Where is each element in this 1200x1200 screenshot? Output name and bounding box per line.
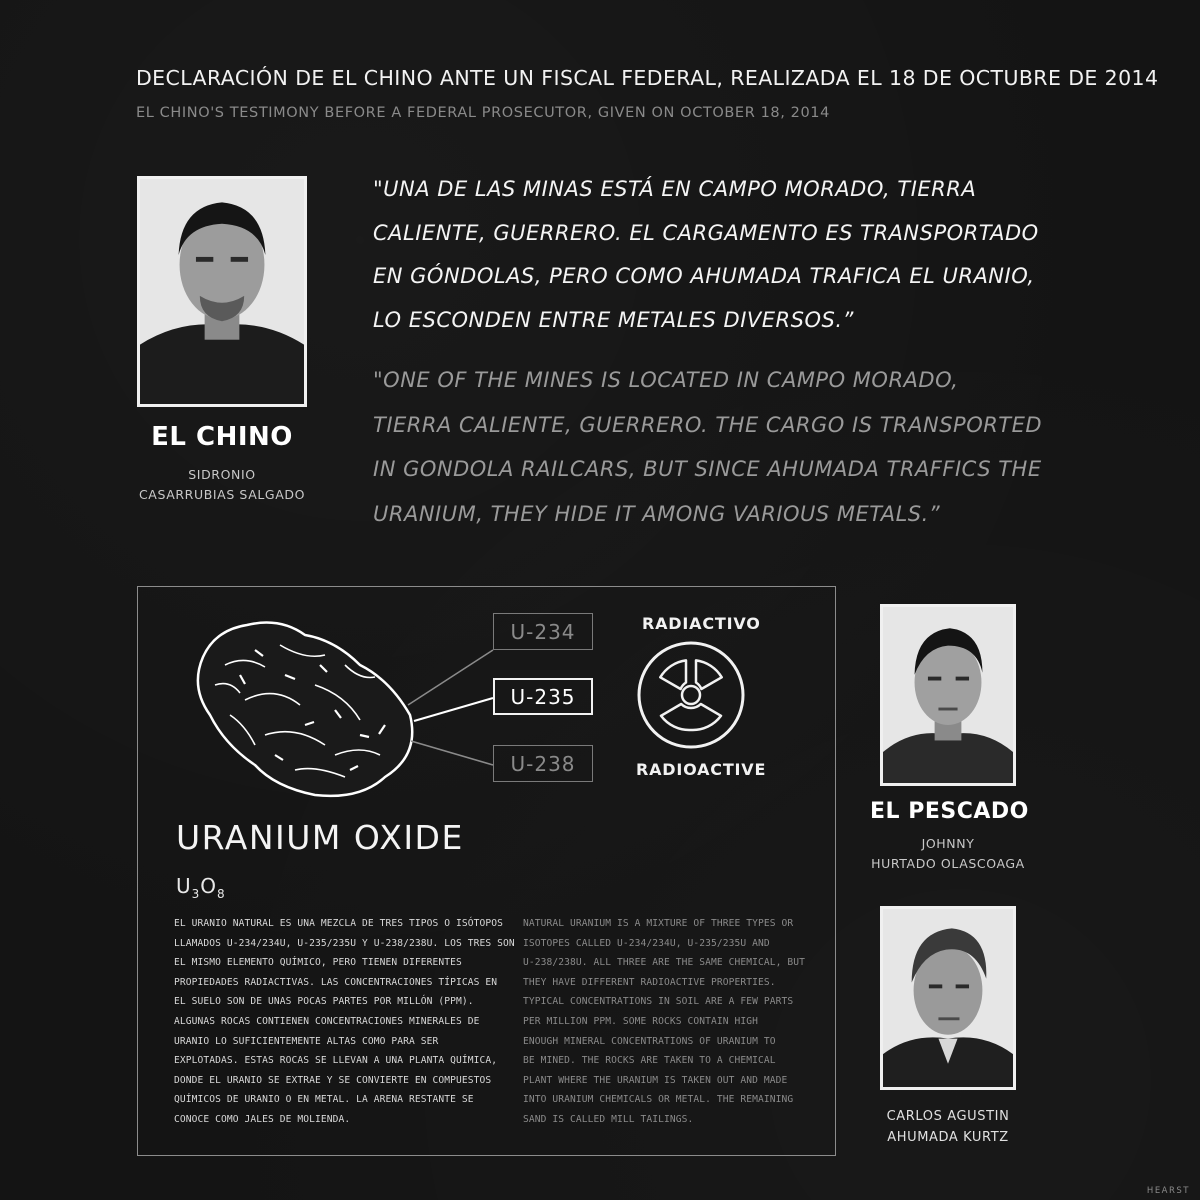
el-pescado-fullname: JOHNNY HURTADO OLASCOAGA — [871, 836, 1025, 871]
el-chino-portrait — [137, 176, 307, 407]
uranium-description-spanish: EL URANIO NATURAL ES UNA MEZCLA DE TRES TIPOS O ISÓTOPOS LLAMADOS U-234/234U, U-235/235U Y U-238/238U. LOS TRES SON EL MISMO ELEMENTO QUÍMICO, PERO TIENEN DIFERENTES PROPIEDADES RADIACTIVAS. LAS CONCENTRACIONES TÍPICAS EN EL SUELO SON DE UNAS POCAS PARTES POR MILLÓN (PPM). ALGUNAS ROCAS CONTIENEN CONCENTRACIONES MINERALES DE URANIO LO SUFICIENTEMENTE ALTAS COMO PARA SER EXPLOTADAS. ESTAS ROCAS SE LLEVAN A UNA PLANTA QUÍMICA, DONDE EL URANIO SE EXTRAE Y SE CONVIERTE EN COMPUESTOS QUÍMICOS DE URANIO O EN METAL. LA ARENA RESTANTE SE CONOCE COMO JALES DE MOLIENDA. — [174, 918, 515, 1125]
ahumada-fullname: CARLOS AGUSTIN AHUMADA KURTZ — [886, 1109, 1010, 1145]
radiactivo-label: RADIACTIVO — [642, 614, 761, 633]
hearst-logo: HEARST — [1146, 1186, 1190, 1196]
uranium-description-english: NATURAL URANIUM IS A MIXTURE OF THREE TYPES OR ISOTOPES CALLED U-234/234U, U-235/235U AND U-238/238U. ALL THREE ARE THE SAME CHEMICAL, BUT THEY HAVE DIFFERENT RADIOACTIVE PROPERTIES. TYPICAL CONCENTRATIONS IN SOIL ARE A FEW PARTS PER MILLION PPM. SOME ROCKS CONTAIN HIGH ENOUGH MINERAL CONCENTRATIONS OF URANIUM TO BE MINED. THE ROCKS ARE TAKEN TO A CHEMICAL PLANT WHERE THE URANIUM IS TAKEN OUT AND MADE INTO URANIUM CHEMICALS OR METAL. THE REMAINING SAND IS CALLED MILL TAILINGS. — [523, 918, 806, 1125]
chemical-formula: $U_3O_8$ — [176, 874, 226, 901]
isotope-u235: U-235 — [493, 678, 593, 715]
el-chino-fullname: SIDRONIO CASARRUBIAS SALGADO — [138, 467, 306, 502]
radiation-hazard-icon — [636, 640, 746, 750]
ahumada-portrait — [880, 906, 1016, 1090]
el-pescado-portrait — [880, 604, 1016, 786]
title-english: EL CHINO'S TESTIMONY BEFORE A FEDERAL PROSECUTOR, GIVEN ON OCTOBER 18, 2014 — [136, 105, 830, 121]
el-chino-alias: EL CHINO — [151, 422, 293, 452]
uranium-rock-illustration — [185, 605, 515, 805]
isotope-u238: U-238 — [493, 745, 593, 782]
title-spanish: DECLARACIÓN DE EL CHINO ANTE UN FISCAL FEDERAL, REALIZADA EL 18 DE OCTUBRE DE 2014 — [136, 66, 1159, 90]
quote-spanish: "UNA DE LAS MINAS ESTÁ EN CAMPO MORADO, TIERRA CALIENTE, GUERRERO. EL CARGAMENTO ES TRANSPORTADO EN GÓNDOLAS, PERO COMO AHUMADA TRAFICA EL URANIO, LO ESCONDEN ENTRE METALES DIVERSOS.” — [373, 177, 1039, 332]
radioactive-label: RADIOACTIVE — [636, 760, 767, 779]
uranium-oxide-title: URANIUM OXIDE — [176, 818, 464, 857]
el-pescado-alias: EL PESCADO — [870, 799, 1029, 824]
quote-english: "ONE OF THE MINES IS LOCATED IN CAMPO MORADO, TIERRA CALIENTE, GUERRERO. THE CARGO IS TRANSPORTED IN GONDOLA RAILCARS, BUT SINCE AHUMADA TRAFFICS THE URANIUM, THEY HIDE IT AMONG VARIOUS METALS.” — [373, 368, 1043, 526]
isotope-u234: U-234 — [493, 613, 593, 650]
